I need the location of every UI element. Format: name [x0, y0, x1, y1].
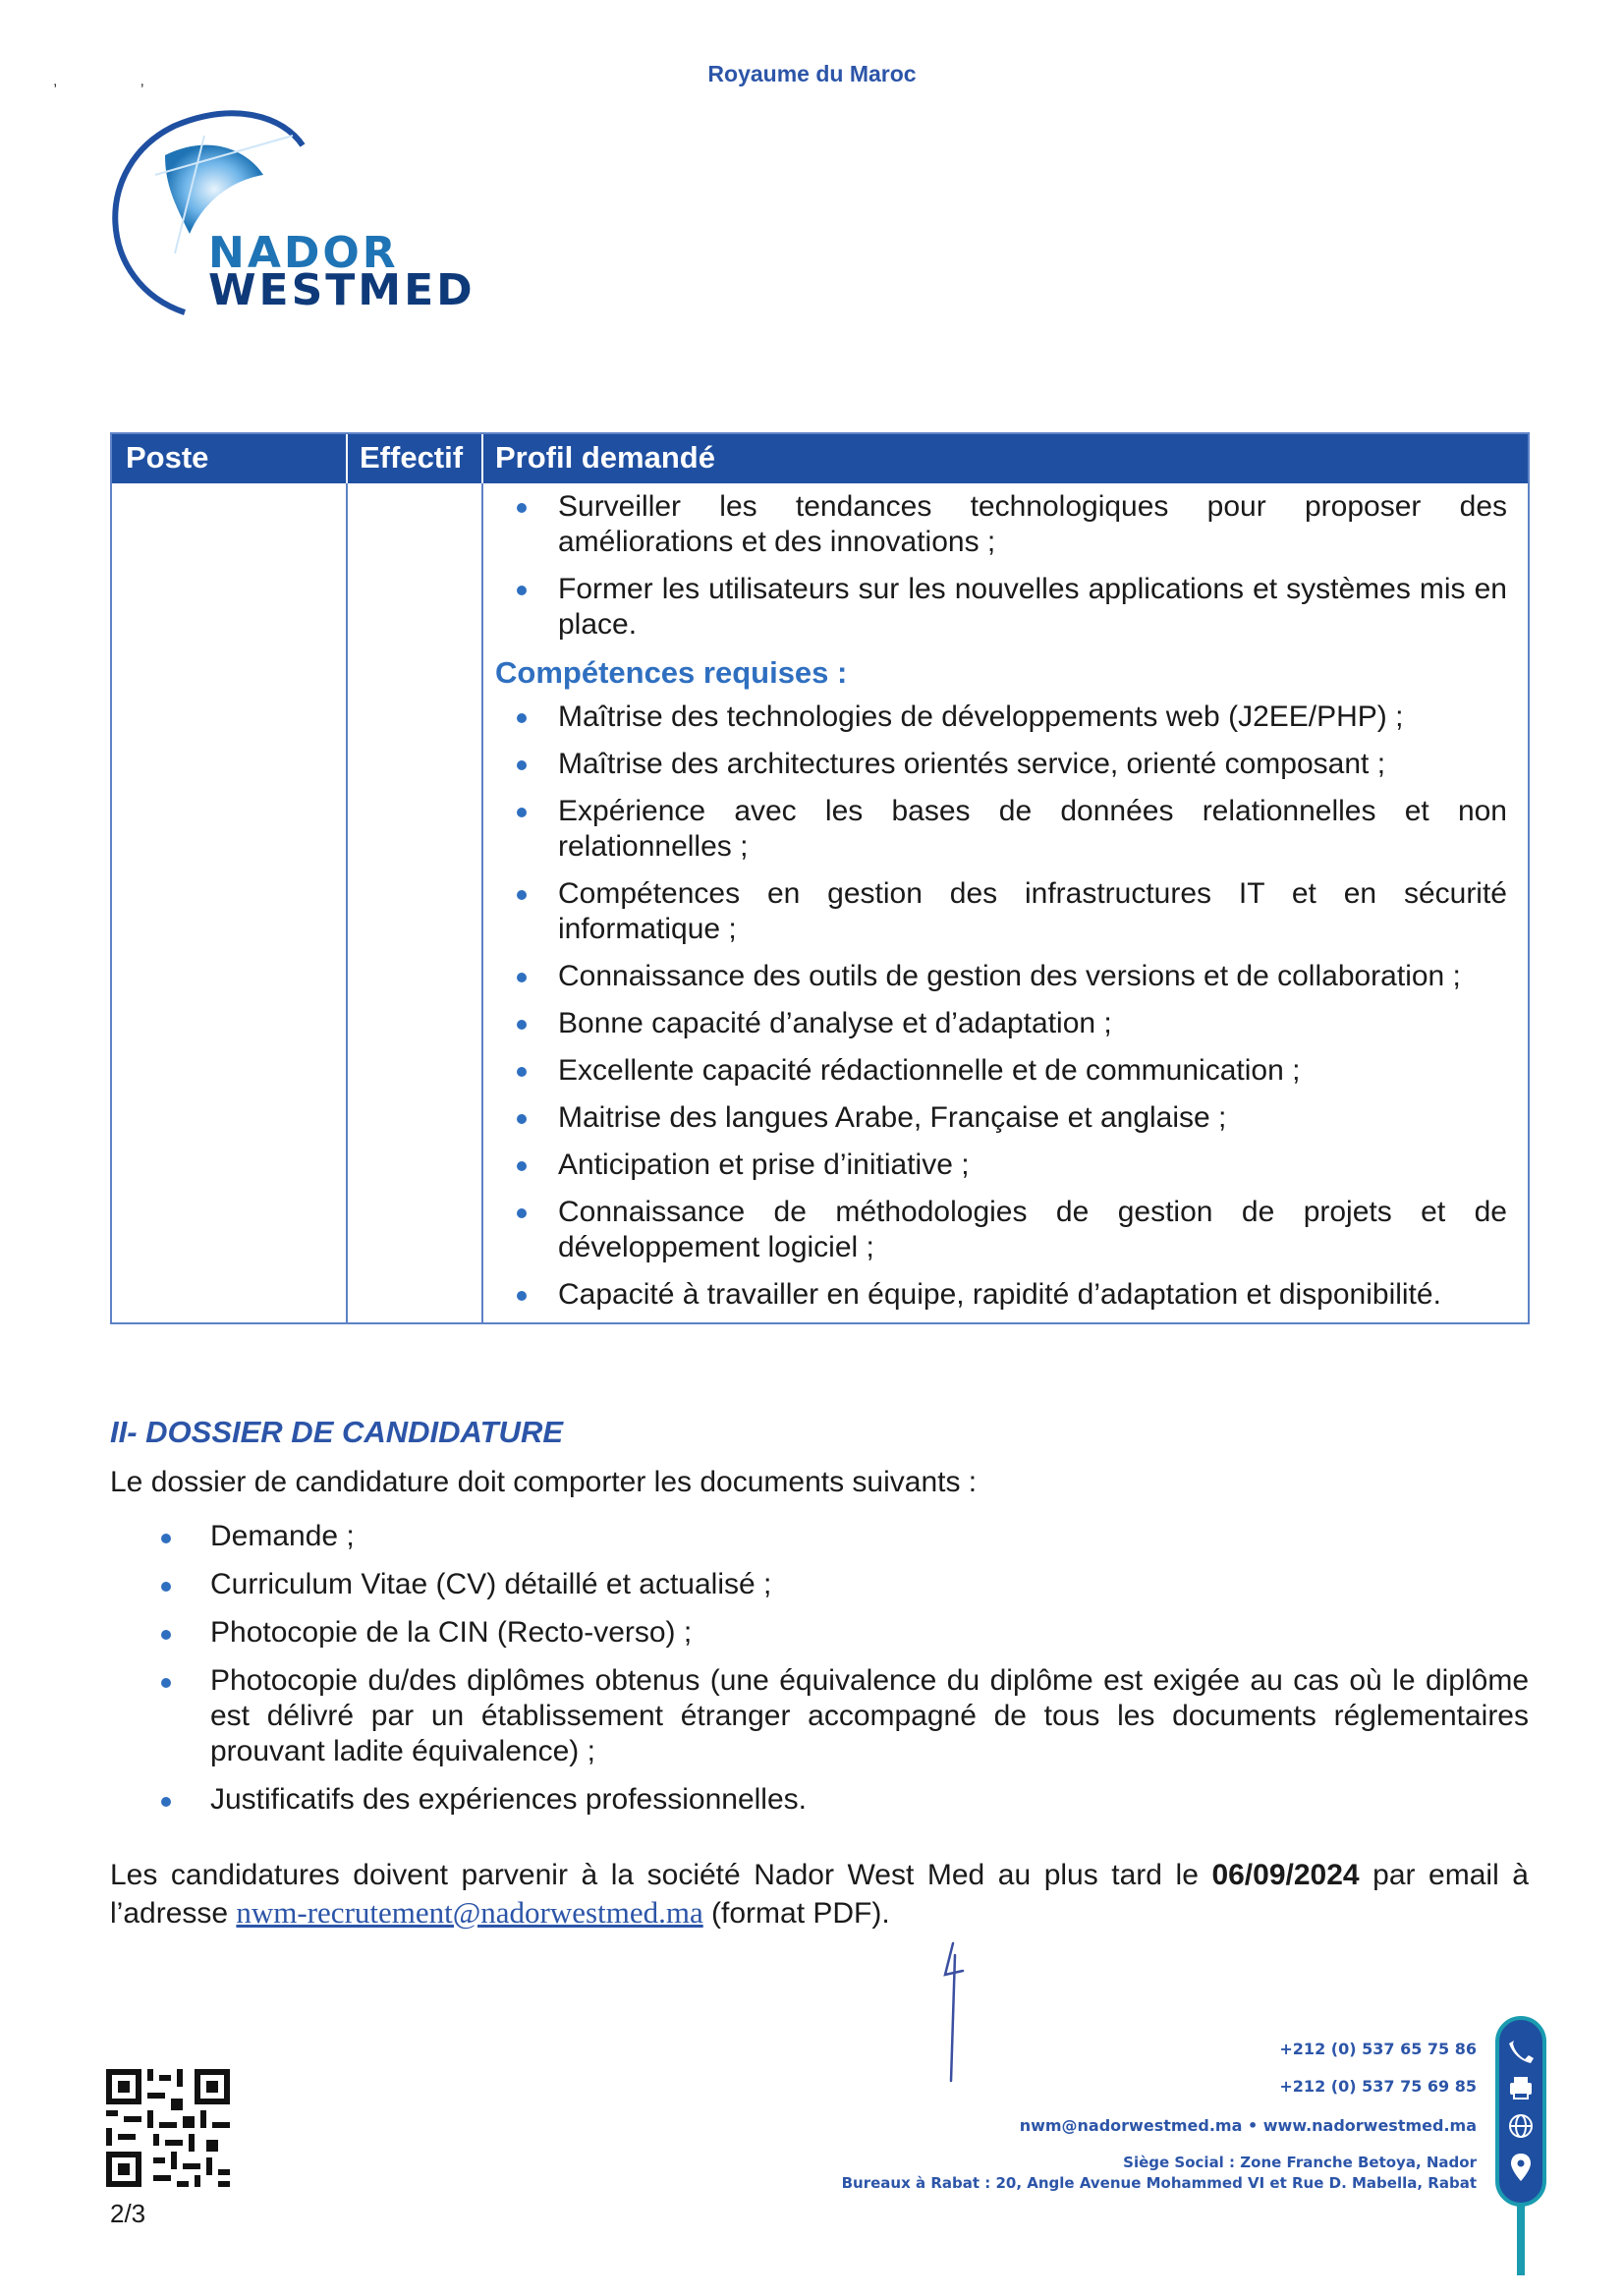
column-header-poste: Poste: [126, 440, 209, 475]
table-header: [112, 434, 1528, 483]
documents-list: [157, 1519, 1529, 1830]
list-item: Photocopie de la CIN (Recto-verso) ;: [157, 1615, 1529, 1651]
profile-cell: [495, 483, 1507, 1324]
list-item: Excellente capacité rédactionnelle et de communication ;: [495, 1053, 1507, 1089]
email-website: nwm@nadorwestmed.ma • www.nadorwestmed.ma: [1019, 2116, 1477, 2135]
signature-icon: [914, 1935, 982, 2083]
page-number: 2/3: [110, 2199, 146, 2228]
closing-text: Les candidatures doivent parvenir à la société Nador West Med au plus tard le: [110, 1859, 1212, 1891]
kingdom-label: Royaume du Maroc: [707, 61, 917, 86]
skills-title: Compétences requises :: [495, 655, 848, 690]
email-link[interactable]: nwm-recrutement@nadorwestmed.ma: [236, 1895, 703, 1930]
list-item: Maitrise des langues Arabe, Française et anglaise ;: [495, 1100, 1507, 1136]
list-item: Former les utilisateurs sur les nouvelles applications et systèmes mis en place.: [495, 572, 1507, 643]
header-title: [0, 61, 1624, 87]
fax-number: +212 (0) 537 75 69 85: [1279, 2077, 1477, 2096]
logo: [96, 106, 509, 317]
list-item: Photocopie du/des diplômes obtenus (une équivalence du diplôme est exigée au cas où le diplôme est délivré par un établissement étranger accompagné de tous les documents réglementaires prouvant ladite équivalence) ;: [157, 1663, 1529, 1769]
column-divider: [346, 434, 348, 1322]
list-item: Maîtrise des architectures orientés service, orienté composant ;: [495, 747, 1507, 782]
phone-number: +212 (0) 537 65 75 86: [1279, 2040, 1477, 2058]
header-divider: [481, 434, 483, 483]
logo-text-westmed: WESTMED: [208, 265, 476, 315]
rabat-office-address: Bureaux à Rabat : 20, Angle Avenue Mohammed VI et Rue D. Mabella, Rabat: [841, 2174, 1477, 2192]
column-header-profil: Profil demandé: [495, 440, 715, 475]
header-divider: [346, 434, 348, 483]
list-item: Surveiller les tendances technologiques pour proposer des améliorations et des innovations ;: [495, 489, 1507, 560]
list-item: Connaissance des outils de gestion des versions et de collaboration ;: [495, 959, 1507, 994]
head-office-address: Siège Social : Zone Franche Betoya, Nador: [1123, 2154, 1477, 2171]
closing-text: par email à l’adresse: [110, 1859, 1529, 1930]
closing-paragraph: [110, 1857, 1529, 1932]
list-item: Connaissance de méthodologies de gestion de projets et de développement logiciel ;: [495, 1195, 1507, 1265]
section-title: II- DOSSIER DE CANDIDATURE: [110, 1415, 564, 1449]
list-item: Capacité à travailler en équipe, rapidité d’adaptation et disponibilité.: [495, 1277, 1507, 1313]
column-header-effectif: Effectif: [360, 440, 464, 475]
list-item: Demande ;: [157, 1519, 1529, 1554]
closing-text: (format PDF).: [702, 1897, 890, 1930]
deadline-date: 06/09/2024: [1211, 1859, 1360, 1891]
column-divider: [481, 434, 483, 1322]
logo-text-nador: NADOR: [208, 228, 399, 278]
list-item: Justificatifs des expériences professionnelles.: [157, 1782, 1529, 1818]
list-item: Compétences en gestion des infrastructures IT et en sécurité informatique ;: [495, 876, 1507, 947]
section-intro: Le dossier de candidature doit comporter les documents suivants :: [110, 1466, 978, 1498]
list-item: Bonne capacité d’analyse et d’adaptation ;: [495, 1006, 1507, 1041]
profile-table: [110, 432, 1530, 1324]
contact-icon-bar: [1493, 2014, 1548, 2279]
list-item: Maîtrise des technologies de développements web (J2EE/PHP) ;: [495, 700, 1507, 735]
list-item: Anticipation et prise d’initiative ;: [495, 1148, 1507, 1183]
list-item: Expérience avec les bases de données relationnelles et non relationnelles ;: [495, 794, 1507, 865]
qr-code-icon: [100, 2063, 236, 2193]
list-item: Curriculum Vitae (CV) détaillé et actualisé ;: [157, 1567, 1529, 1602]
scan-marks: ,,: [53, 73, 227, 89]
